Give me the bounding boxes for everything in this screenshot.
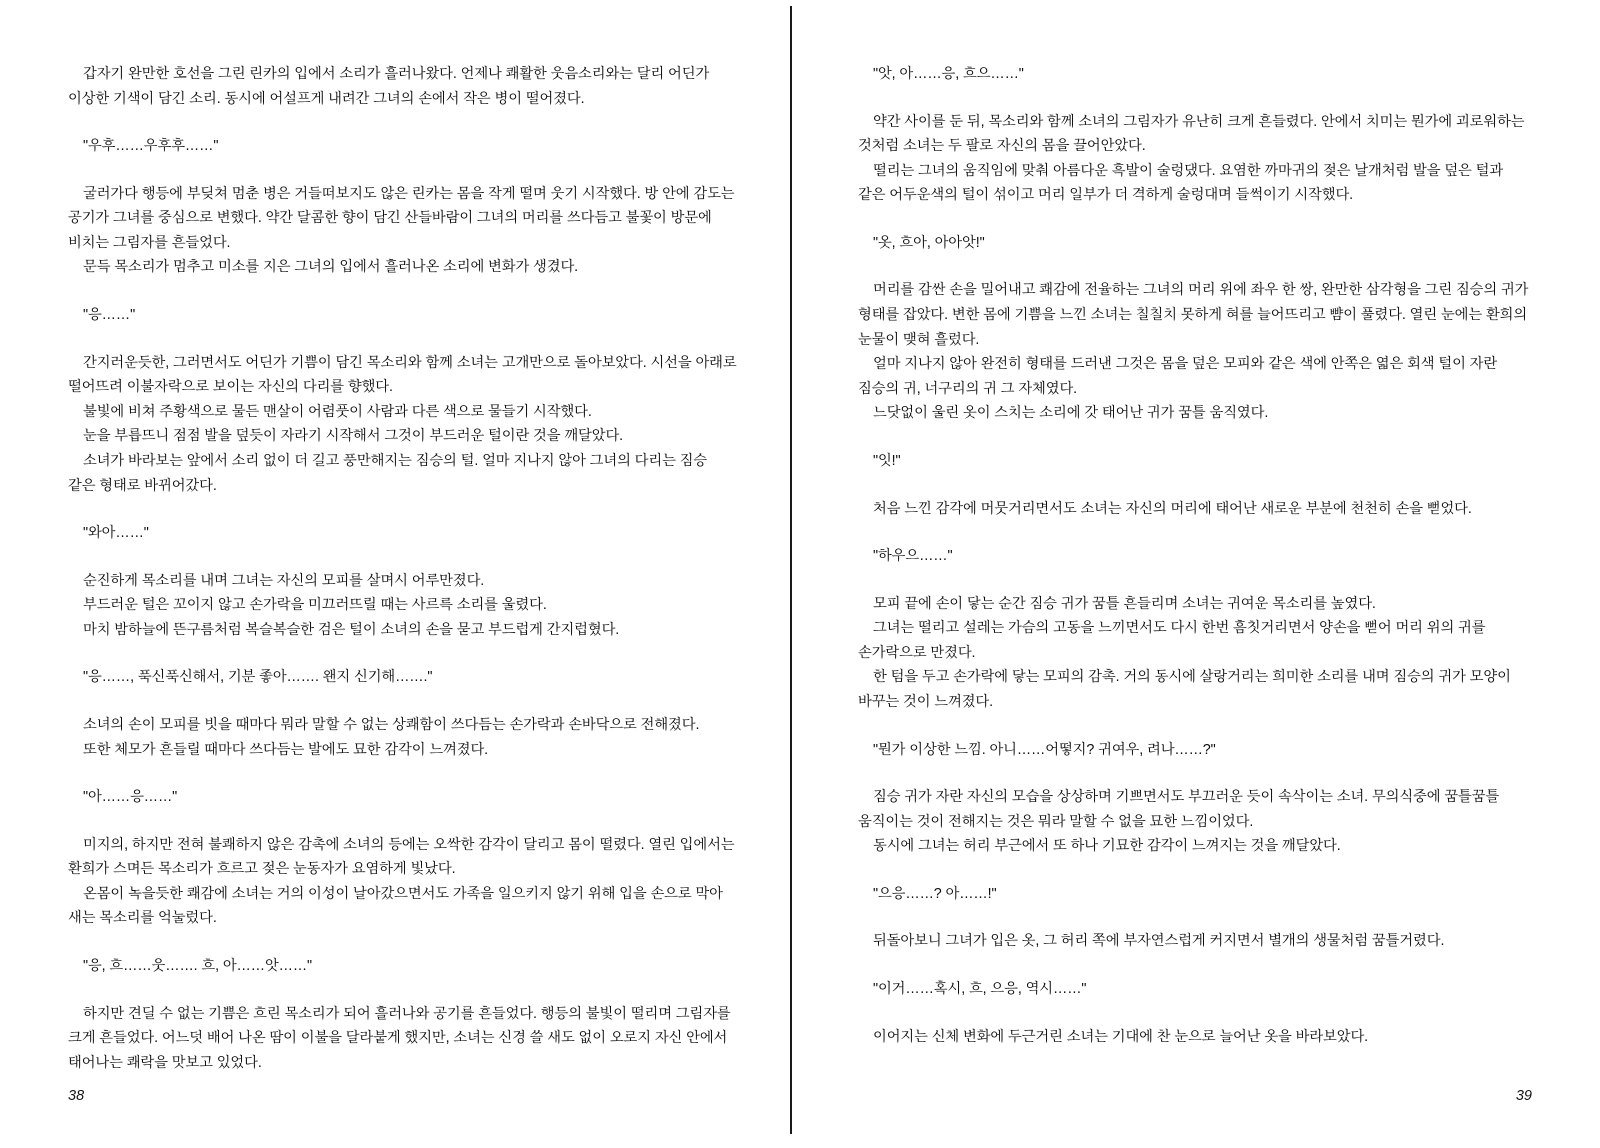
- paragraph: 얼마 지나지 않아 완전히 형태를 드러낸 그것은 몸을 덮은 모피와 같은 색에 안쪽은 엷은 회색 털이 자란 짐승의 귀, 너구리의 귀 그 자체였다.: [858, 356, 1498, 397]
- paragraph: 순진하게 목소리를 내며 그녀는 자신의 모피를 살며시 어루만졌다.: [83, 572, 485, 589]
- page-number: 38: [68, 1088, 85, 1104]
- paragraph: 마치 밤하늘에 뜬구름처럼 복슬복슬한 검은 털이 소녀의 손을 묻고 부드럽게 간지럽혔다.: [83, 621, 620, 638]
- paragraph: 하지만 견딜 수 없는 기쁨은 흐린 목소리가 되어 흘러나와 공기를 흔들었다. 행등의 불빛이 떨리며 그림자를 크게 흔들었다. 어느덧 배어 나온 땀이 이불을 달라붙게 했지만, 소녀는 신경 쓸 새도 없이 오로지 자신 안에서 태어나는 쾌락을 맛보고 있었다.: [68, 1005, 731, 1071]
- paragraph: "앗, 아……응, 흐으……": [873, 66, 1024, 82]
- paragraph: 느닷없이 울린 옷이 스치는 소리에 갓 태어난 귀가 꿈틀 움직였다.: [873, 405, 1269, 422]
- paragraph: 모피 끝에 손이 닿는 순간 짐승 귀가 꿈틀 흔들리며 소녀는 귀여운 목소리를 높였다.: [873, 595, 1376, 612]
- paragraph: 소녀의 손이 모피를 빗을 때마다 뭐라 말할 수 없는 상쾌함이 쓰다듬는 손가락과 손바닥으로 전해졌다.: [83, 716, 700, 733]
- paragraph: 약간 사이를 둔 뒤, 목소리와 함께 소녀의 그림자가 유난히 크게 흔들렸다. 안에서 치미는 뭔가에 괴로워하는 것처럼 소녀는 두 팔로 자신의 몸을 끌어안았다.: [858, 113, 1525, 155]
- paragraph: 부드러운 털은 꼬이지 않고 손가락을 미끄러뜨릴 때는 사르륵 소리를 울렸다.: [83, 597, 547, 614]
- paragraph: 또한 체모가 흔들릴 때마다 쓰다듬는 발에도 묘한 감각이 느껴졌다.: [83, 741, 489, 758]
- paragraph: "옷, 흐아, 아아앗!": [873, 234, 985, 251]
- paragraph: "우후……우후후……": [83, 138, 219, 155]
- paragraph: 그녀는 떨리고 설레는 가슴의 고동을 느끼면서도 다시 한번 흠칫거리면서 양손을 뻗어 머리 위의 귀를 손가락으로 만졌다.: [858, 620, 1486, 661]
- paragraph: 한 텀을 두고 손가락에 닿는 모피의 감촉. 거의 동시에 살랑거리는 희미한 소리를 내며 짐승의 귀가 모양이 바꾸는 것이 느껴졌다.: [858, 669, 1511, 710]
- paragraph: 뒤돌아보니 그녀가 입은 옷, 그 허리 쪽에 부자연스럽게 커지면서 별개의 생물처럼 꿈틀거렸다.: [873, 933, 1445, 950]
- paragraph: "이거……혹시, 흐, 으응, 역시……": [873, 981, 1087, 998]
- paragraph: 동시에 그녀는 허리 부근에서 또 하나 기묘한 감각이 느껴지는 것을 깨달았다.: [873, 838, 1341, 855]
- paragraph: 굴러가다 행등에 부딪쳐 멈춘 병은 거들떠보지도 않은 린카는 몸을 작게 떨며 웃기 시작했다. 방 안에 감도는 공기가 그녀를 중심으로 변했다. 약간 달콤한 향이 담긴 산들바람이 그녀의 머리를 쓰다듬고 불꽃이 방문에 비치는 그림자를 흔들었다.: [68, 185, 735, 251]
- spread-divider: [790, 6, 792, 1134]
- page-left-text-column: [0, 62, 800, 1071]
- paragraph: 간지러운듯한, 그러면서도 어딘가 기쁨이 담긴 목소리와 함께 소녀는 고개만으로 돌아보았다. 시선을 아래로 떨어뜨려 이불자락으로 보이는 자신의 다리를 향했다.: [68, 354, 737, 396]
- paragraph: 갑자기 완만한 호선을 그린 린카의 입에서 소리가 흘러나왔다. 언제나 쾌활한 웃음소리와는 달리 어딘가 이상한 기색이 담긴 소리. 동시에 어설프게 내려간 그녀의 손에서 작은 병이 떨어졌다.: [68, 66, 710, 107]
- paragraph: "응……, 푹신푹신해서, 기분 좋아……. 왠지 신기해…….": [83, 669, 433, 686]
- paragraph: 짐승 귀가 자란 자신의 모습을 상상하며 기쁘면서도 부끄러운 듯이 속삭이는 소녀. 무의식중에 꿈틀꿈틀 움직이는 것이 전해지는 것은 뭐라 말할 수 없을 묘한 느낌이었다.: [858, 789, 1500, 830]
- paragraph: 눈을 부릅뜨니 점점 발을 덮듯이 자라기 시작해서 그것이 부드러운 털이란 것을 깨달았다.: [83, 428, 624, 445]
- page-right-text-column: [800, 62, 1600, 1062]
- paragraph: 소녀가 바라보는 앞에서 소리 없이 더 길고 풍만해지는 짐승의 털. 얼마 지나지 않아 그녀의 다리는 짐승 같은 형태로 바뀌어갔다.: [68, 452, 708, 494]
- paragraph: 미지의, 하지만 전혀 불쾌하지 않은 감촉에 소녀의 등에는 오싹한 감각이 달리고 몸이 떨렸다. 열린 입에서는 환희가 스며든 목소리가 흐르고 젖은 눈동자가 요염하게 빛났다.: [68, 836, 735, 878]
- paragraph: "응, 흐……웃……. 흐, 아……앗……": [83, 958, 313, 975]
- paragraph: "잇!": [873, 452, 901, 469]
- paragraph: "응……": [83, 307, 136, 324]
- paragraph: 문득 목소리가 멈추고 미소를 지은 그녀의 입에서 흘러나온 소리에 변화가 생겼다.: [83, 259, 579, 276]
- paragraph: "으응……? 아……!": [873, 885, 997, 902]
- paragraph: "와아……": [83, 525, 149, 542]
- page-number: 39: [1515, 1088, 1532, 1104]
- page-right: [800, 0, 1600, 1148]
- paragraph: 떨리는 그녀의 움직임에 맞춰 아름다운 흑발이 술렁댔다. 요염한 까마귀의 젖은 날개처럼 발을 덮은 털과 같은 어두운색의 털이 섞이고 머리 일부가 더 격하게 술렁대며 들썩이기 시작했다.: [858, 162, 1504, 204]
- paragraph: 불빛에 비쳐 주황색으로 물든 맨살이 어렴풋이 사람과 다른 색으로 물들기 시작했다.: [83, 403, 592, 420]
- paragraph: 머리를 감싼 손을 밀어내고 쾌감에 전율하는 그녀의 머리 위에 좌우 한 쌍, 완만한 삼각형을 그린 짐승의 귀가 형태를 잡았다. 변한 몸에 기쁨을 느낀 소녀는 칠칠치 못하게 혀를 늘어뜨리고 뺨이 풀렸다. 열린 눈에는 환희의 눈물이 맺혀 흘렀다.: [858, 282, 1529, 348]
- paragraph: 온몸이 녹을듯한 쾌감에 소녀는 거의 이성이 날아갔으면서도 가족을 일으키지 않기 위해 입을 손으로 막아 새는 목소리를 억눌렀다.: [68, 885, 723, 927]
- paragraph: 이어지는 신체 변화에 두근거린 소녀는 기대에 찬 눈으로 늘어난 옷을 바라보았다.: [873, 1028, 1369, 1045]
- paragraph: "하우으……": [873, 548, 953, 565]
- paragraph: "뭔가 이상한 느낌. 아니……어떻지? 귀여우, 려나……?": [873, 741, 1216, 758]
- paragraph: "아……응……": [83, 789, 178, 806]
- paragraph: 처음 느낀 감각에 머뭇거리면서도 소녀는 자신의 머리에 태어난 새로운 부분에 천천히 손을 뻗었다.: [873, 500, 1472, 517]
